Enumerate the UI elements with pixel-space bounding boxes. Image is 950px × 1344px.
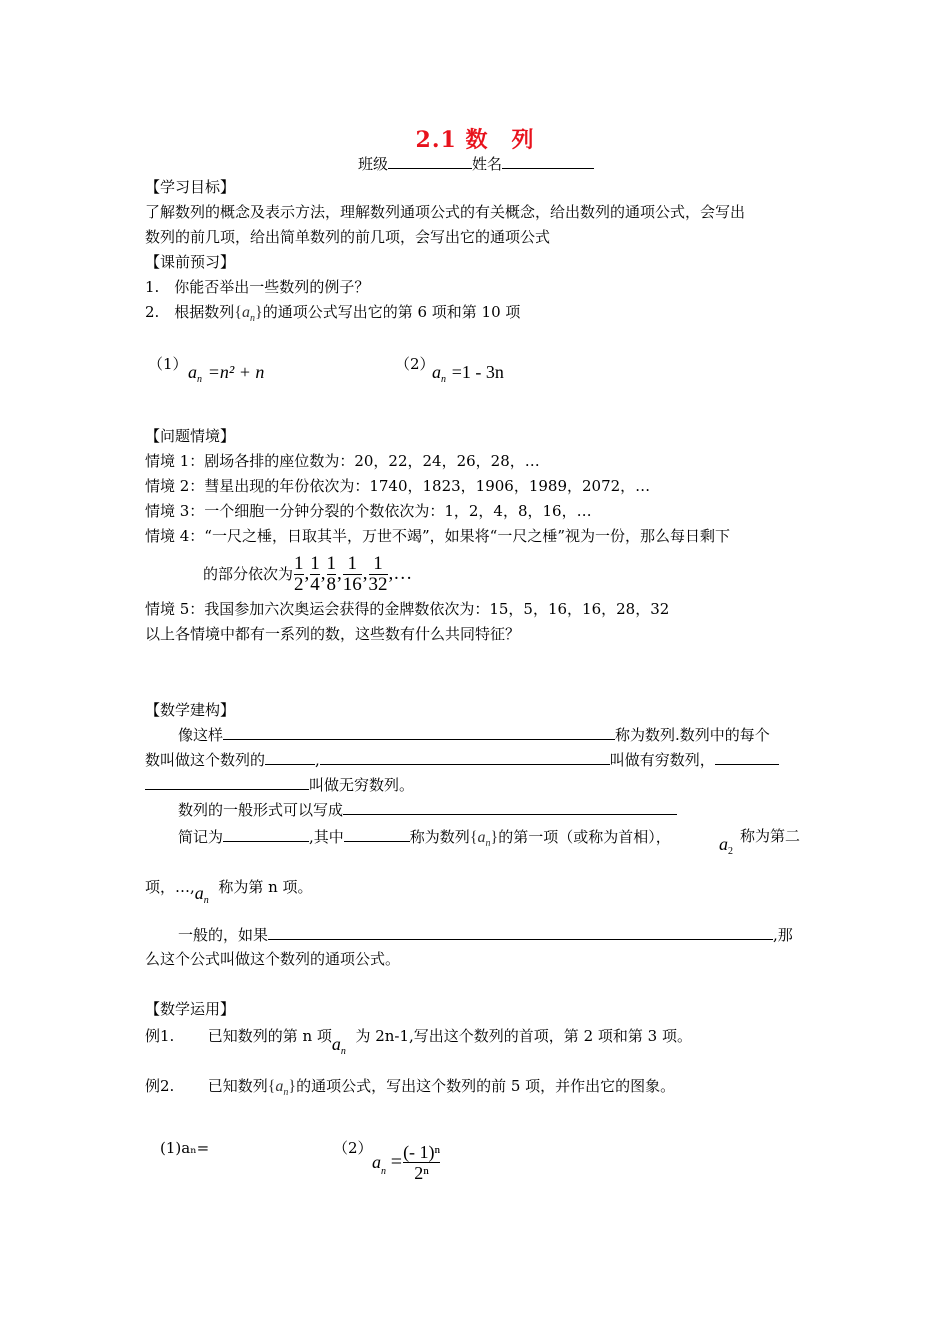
construct-line-5: 简记为 ,其中 称为数列$\{a_n\}$的第一项（或称为首相）， (178, 828, 671, 849)
apply-heading: 【数学运用】 (145, 1000, 236, 1018)
goals-heading: 【学习目标】 (145, 178, 236, 196)
fraction-1-8: $\frac{1}{8}$ (326, 552, 337, 595)
situations-heading: 【问题情境】 (145, 427, 236, 445)
situation-4-line-2: 的部分依次为 $\frac{1}{2}$ , $\frac{1}{4}$ , $\frac{1}{8}$ , $\frac{1}{16}$ , $\frac{1}{32}$ ,… (203, 552, 413, 595)
situation-4-line-1: 情境 4：“一尺之棰，日取其半，万世不竭”，如果将“一尺之棰”视为一份，那么每日剩下 (145, 527, 730, 545)
situation-question: 以上各情境中都有一系列的数，这些数有什么共同特征？ (145, 625, 521, 643)
goals-line-2: 数列的前几项，给出简单数列的前几项，会写出它的通项公式 (145, 228, 551, 246)
example-2-formula-2-label: （2） (333, 1139, 373, 1157)
construct-line-5-end: 称为第二 (740, 827, 801, 845)
name-label: 姓名 (472, 155, 503, 173)
situation-3: 情境 3：一个细胞一分钟分裂的个数依次为：1，2，4，8，16，… (145, 502, 592, 520)
construct-blank-8[interactable] (344, 826, 410, 842)
construct-blank-3[interactable] (320, 749, 610, 765)
goals-line-1: 了解数列的概念及表示方法，理解数列通项公式的有关概念，给出数列的通项公式，会写出 (145, 203, 746, 221)
construct-line-6: 项，$\dots,a_n$ 称为第 n 项。 (145, 878, 313, 906)
construct-blank-2[interactable] (265, 749, 315, 765)
fraction-1-32: $\frac{1}{32}$ (368, 552, 388, 595)
class-label: 班级 (358, 155, 389, 173)
example-1: 例1. 已知数列的第 n 项$a_n$ 为 2n-1,写出这个数列的首项，第 2 项和第 3 项。 (145, 1027, 692, 1057)
fraction-1-2: $\frac{1}{2}$ (294, 552, 304, 595)
preview-heading: 【课前预习】 (145, 253, 236, 271)
sequence-symbol: $\{a_n\}$ (469, 829, 499, 849)
example-2: 例2. 已知数列$\{a_n\}$的通项公式，写出这个数列的前 5 项，并作出它的图象。 (145, 1077, 676, 1098)
example-2-formula-1: (1)aₙ= (160, 1139, 210, 1157)
example-2-formula-2: $a_n$ = $\frac{\text{(- 1)ⁿ}}{\text{2ⁿ}}$ (372, 1141, 441, 1183)
class-name-line (358, 153, 594, 174)
preview-q2: 2. 根据数列$\{a_n\}$的通项公式写出它的第 6 项和第 10 项 (145, 303, 521, 324)
fraction-1-4: $\frac{1}{4}$ (310, 552, 320, 595)
construct-line-4: 数列的一般形式可以写成 (178, 799, 677, 820)
page-title: 2.1 数 列 (415, 127, 535, 153)
preview-formula-1: $a_n =n^2 + n$ (188, 362, 265, 385)
sequence-symbol: $\{a_n\}$ (267, 1078, 297, 1098)
a2-symbol: $a_2$ (719, 834, 733, 857)
construct-blank-9[interactable] (268, 924, 773, 940)
fraction-1-16: $\frac{1}{16}$ (342, 552, 362, 595)
preview-q1: 1. 你能否举出一些数列的例子？ (145, 278, 370, 296)
situation-5: 情境 5：我国参加六次奥运会获得的金牌数依次为：15，5，16，16，28，32 (145, 600, 670, 618)
preview-formula-2-label: （2） (395, 355, 435, 373)
sequence-symbol: $\{a_n\}$ (234, 304, 263, 324)
construct-blank-4[interactable] (715, 749, 779, 765)
situation-1: 情境 1：剧场各排的座位数为：20，22，24，26，28，… (145, 452, 540, 470)
name-blank[interactable] (502, 153, 594, 169)
construct-blank-6[interactable] (343, 799, 677, 815)
situation-2: 情境 2：彗星出现的年份依次为：1740，1823，1906，1989，2072，… (145, 477, 651, 495)
construct-blank-1[interactable] (223, 724, 615, 740)
construct-line-2: 数叫做这个数列的 , 叫做有穷数列， (145, 749, 779, 770)
preview-formula-2: $a_n =1 - 3n$ (432, 362, 504, 385)
construct-blank-7[interactable] (223, 826, 309, 842)
fraction-neg1-pow-n-over-2-pow-n: $\frac{\text{(- 1)ⁿ}}{\text{2ⁿ}}$ (403, 1141, 441, 1183)
construct-line-7: 一般的，如果 ,那 (178, 926, 793, 944)
construct-line-3: 叫做无穷数列。 (145, 774, 414, 795)
construct-blank-5[interactable] (145, 774, 309, 790)
construct-heading: 【数学建构】 (145, 701, 236, 719)
preview-formula-1-label: （1） (148, 355, 188, 373)
construct-line-8: 么这个公式叫做这个数列的通项公式。 (145, 950, 401, 968)
construct-line-1: 像这样 称为数列.数列中的每个 (178, 726, 770, 744)
class-blank[interactable] (388, 153, 472, 169)
